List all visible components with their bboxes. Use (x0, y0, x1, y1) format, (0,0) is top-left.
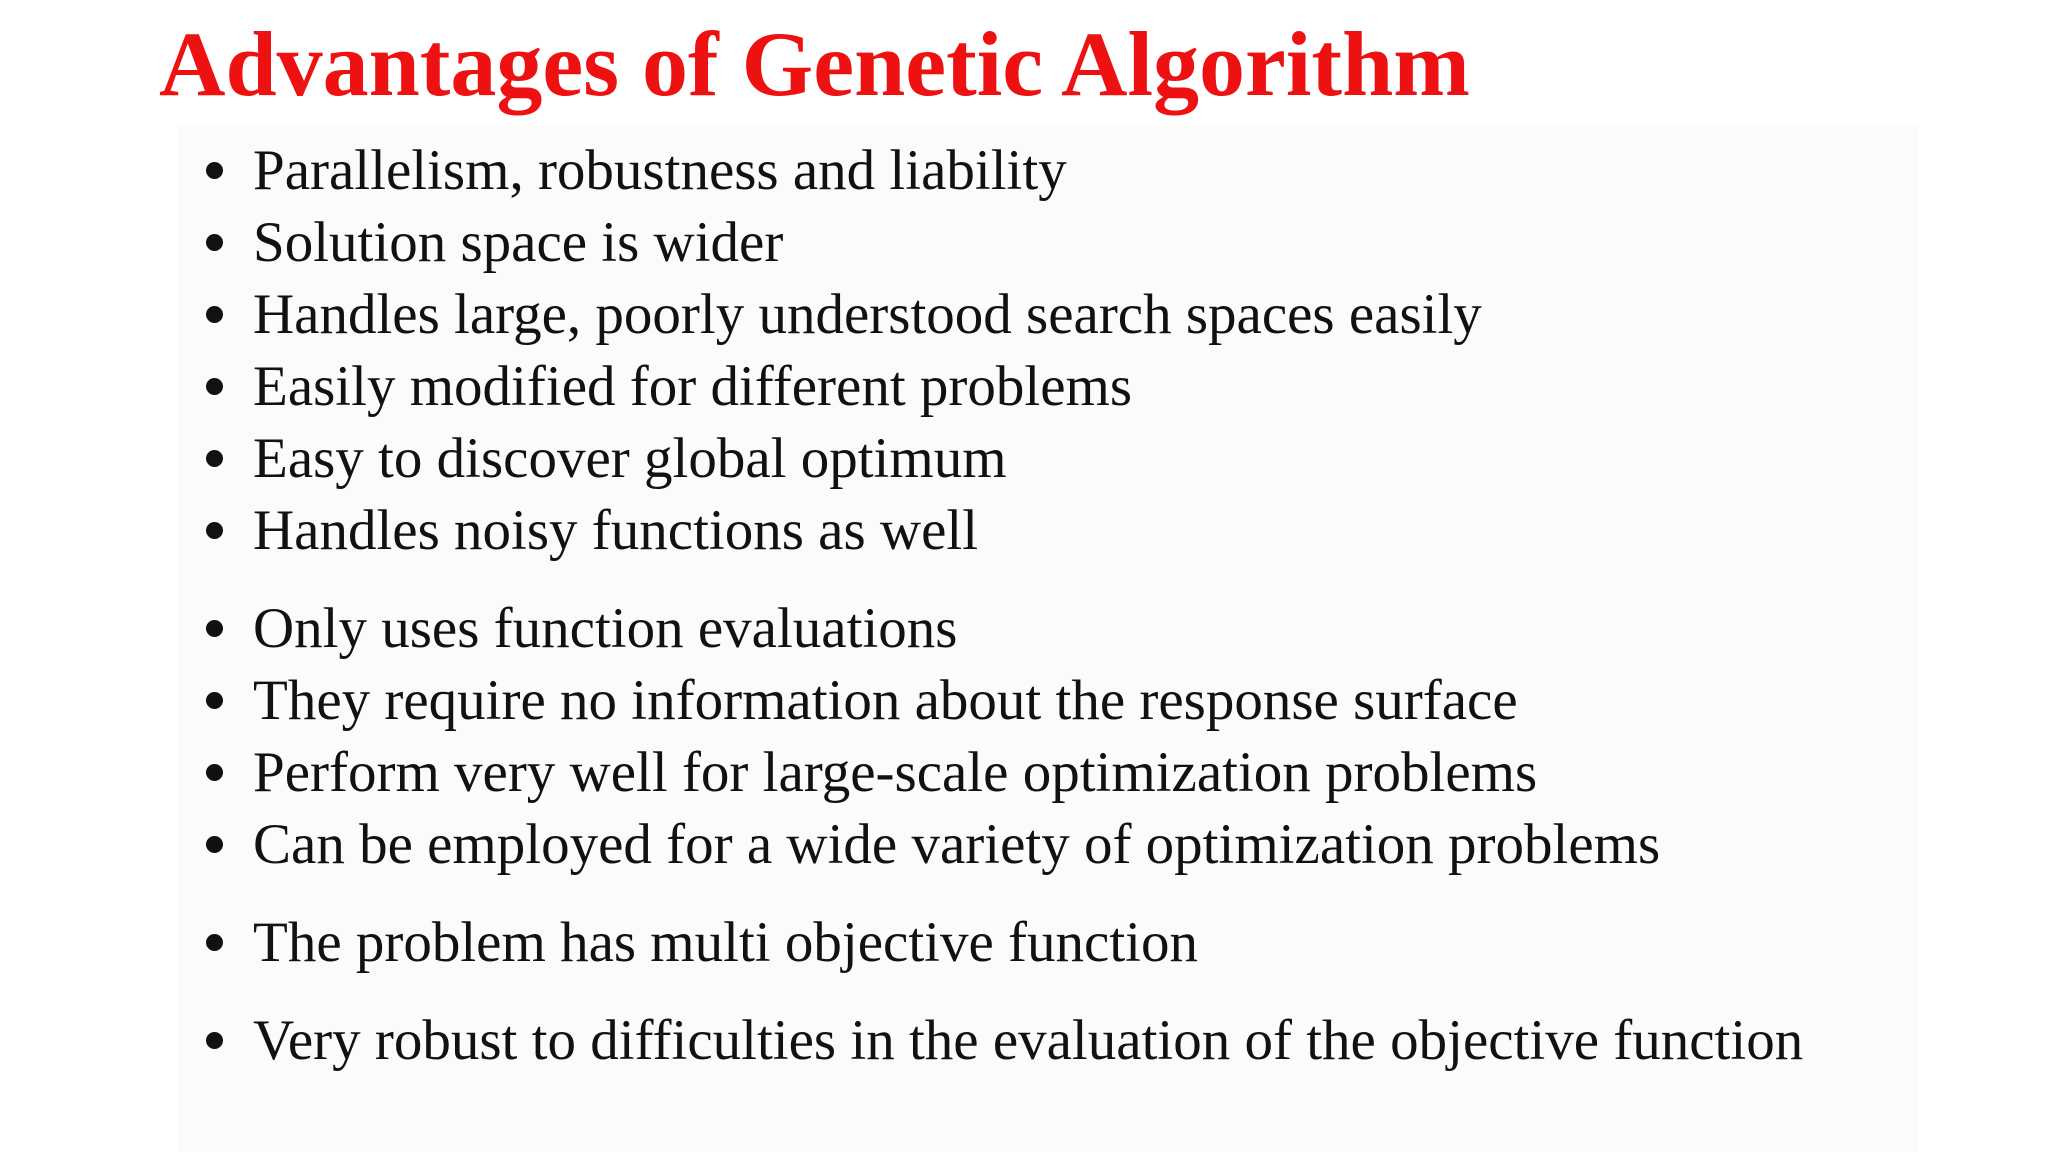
list-item-text: Very robust to difficulties in the evaluation of the objective function (253, 1008, 1804, 1072)
list-item-text: Solution space is wider (253, 210, 784, 274)
bullet-dot-icon (206, 450, 223, 467)
list-item-text: Handles large, poorly understood search spaces easily (253, 282, 1482, 346)
list-item (206, 736, 1537, 808)
list-item-text: Easily modified for different problems (253, 354, 1133, 418)
bullet-dot-icon (206, 1032, 223, 1049)
bullet-dot-icon (206, 692, 223, 709)
bullet-dot-icon (206, 764, 223, 781)
bullet-dot-icon (206, 378, 223, 395)
list-item (206, 494, 978, 566)
list-item-text: Easy to discover global optimum (253, 426, 1007, 490)
list-item-text: Can be employed for a wide variety of optimization problems (253, 812, 1661, 876)
list-item (206, 134, 1067, 206)
list-item (206, 664, 1518, 736)
bullet-dot-icon (206, 234, 223, 251)
list-item (206, 278, 1482, 350)
bullet-dot-icon (206, 836, 223, 853)
list-item (206, 808, 1660, 880)
list-item-text: Parallelism, robustness and liability (253, 138, 1067, 202)
bullet-dot-icon (206, 522, 223, 539)
bullet-dot-icon (206, 934, 223, 951)
list-item (206, 350, 1132, 422)
list-item-text: Perform very well for large-scale optimization problems (253, 740, 1538, 804)
list-item-text: Only uses function evaluations (253, 596, 958, 660)
bullet-dot-icon (206, 162, 223, 179)
list-item-text: The problem has multi objective function (253, 910, 1199, 974)
slide-title: Advantages of Genetic Algorithm (159, 13, 1470, 115)
list-item (206, 422, 1007, 494)
list-item-text: Handles noisy functions as well (253, 498, 979, 562)
bullet-dot-icon (206, 620, 223, 637)
bullet-dot-icon (206, 306, 223, 323)
list-item (206, 206, 783, 278)
list-item (206, 592, 957, 664)
list-item (206, 906, 1198, 978)
list-item-text: They require no information about the response surface (253, 668, 1518, 732)
list-item (206, 1004, 1803, 1076)
